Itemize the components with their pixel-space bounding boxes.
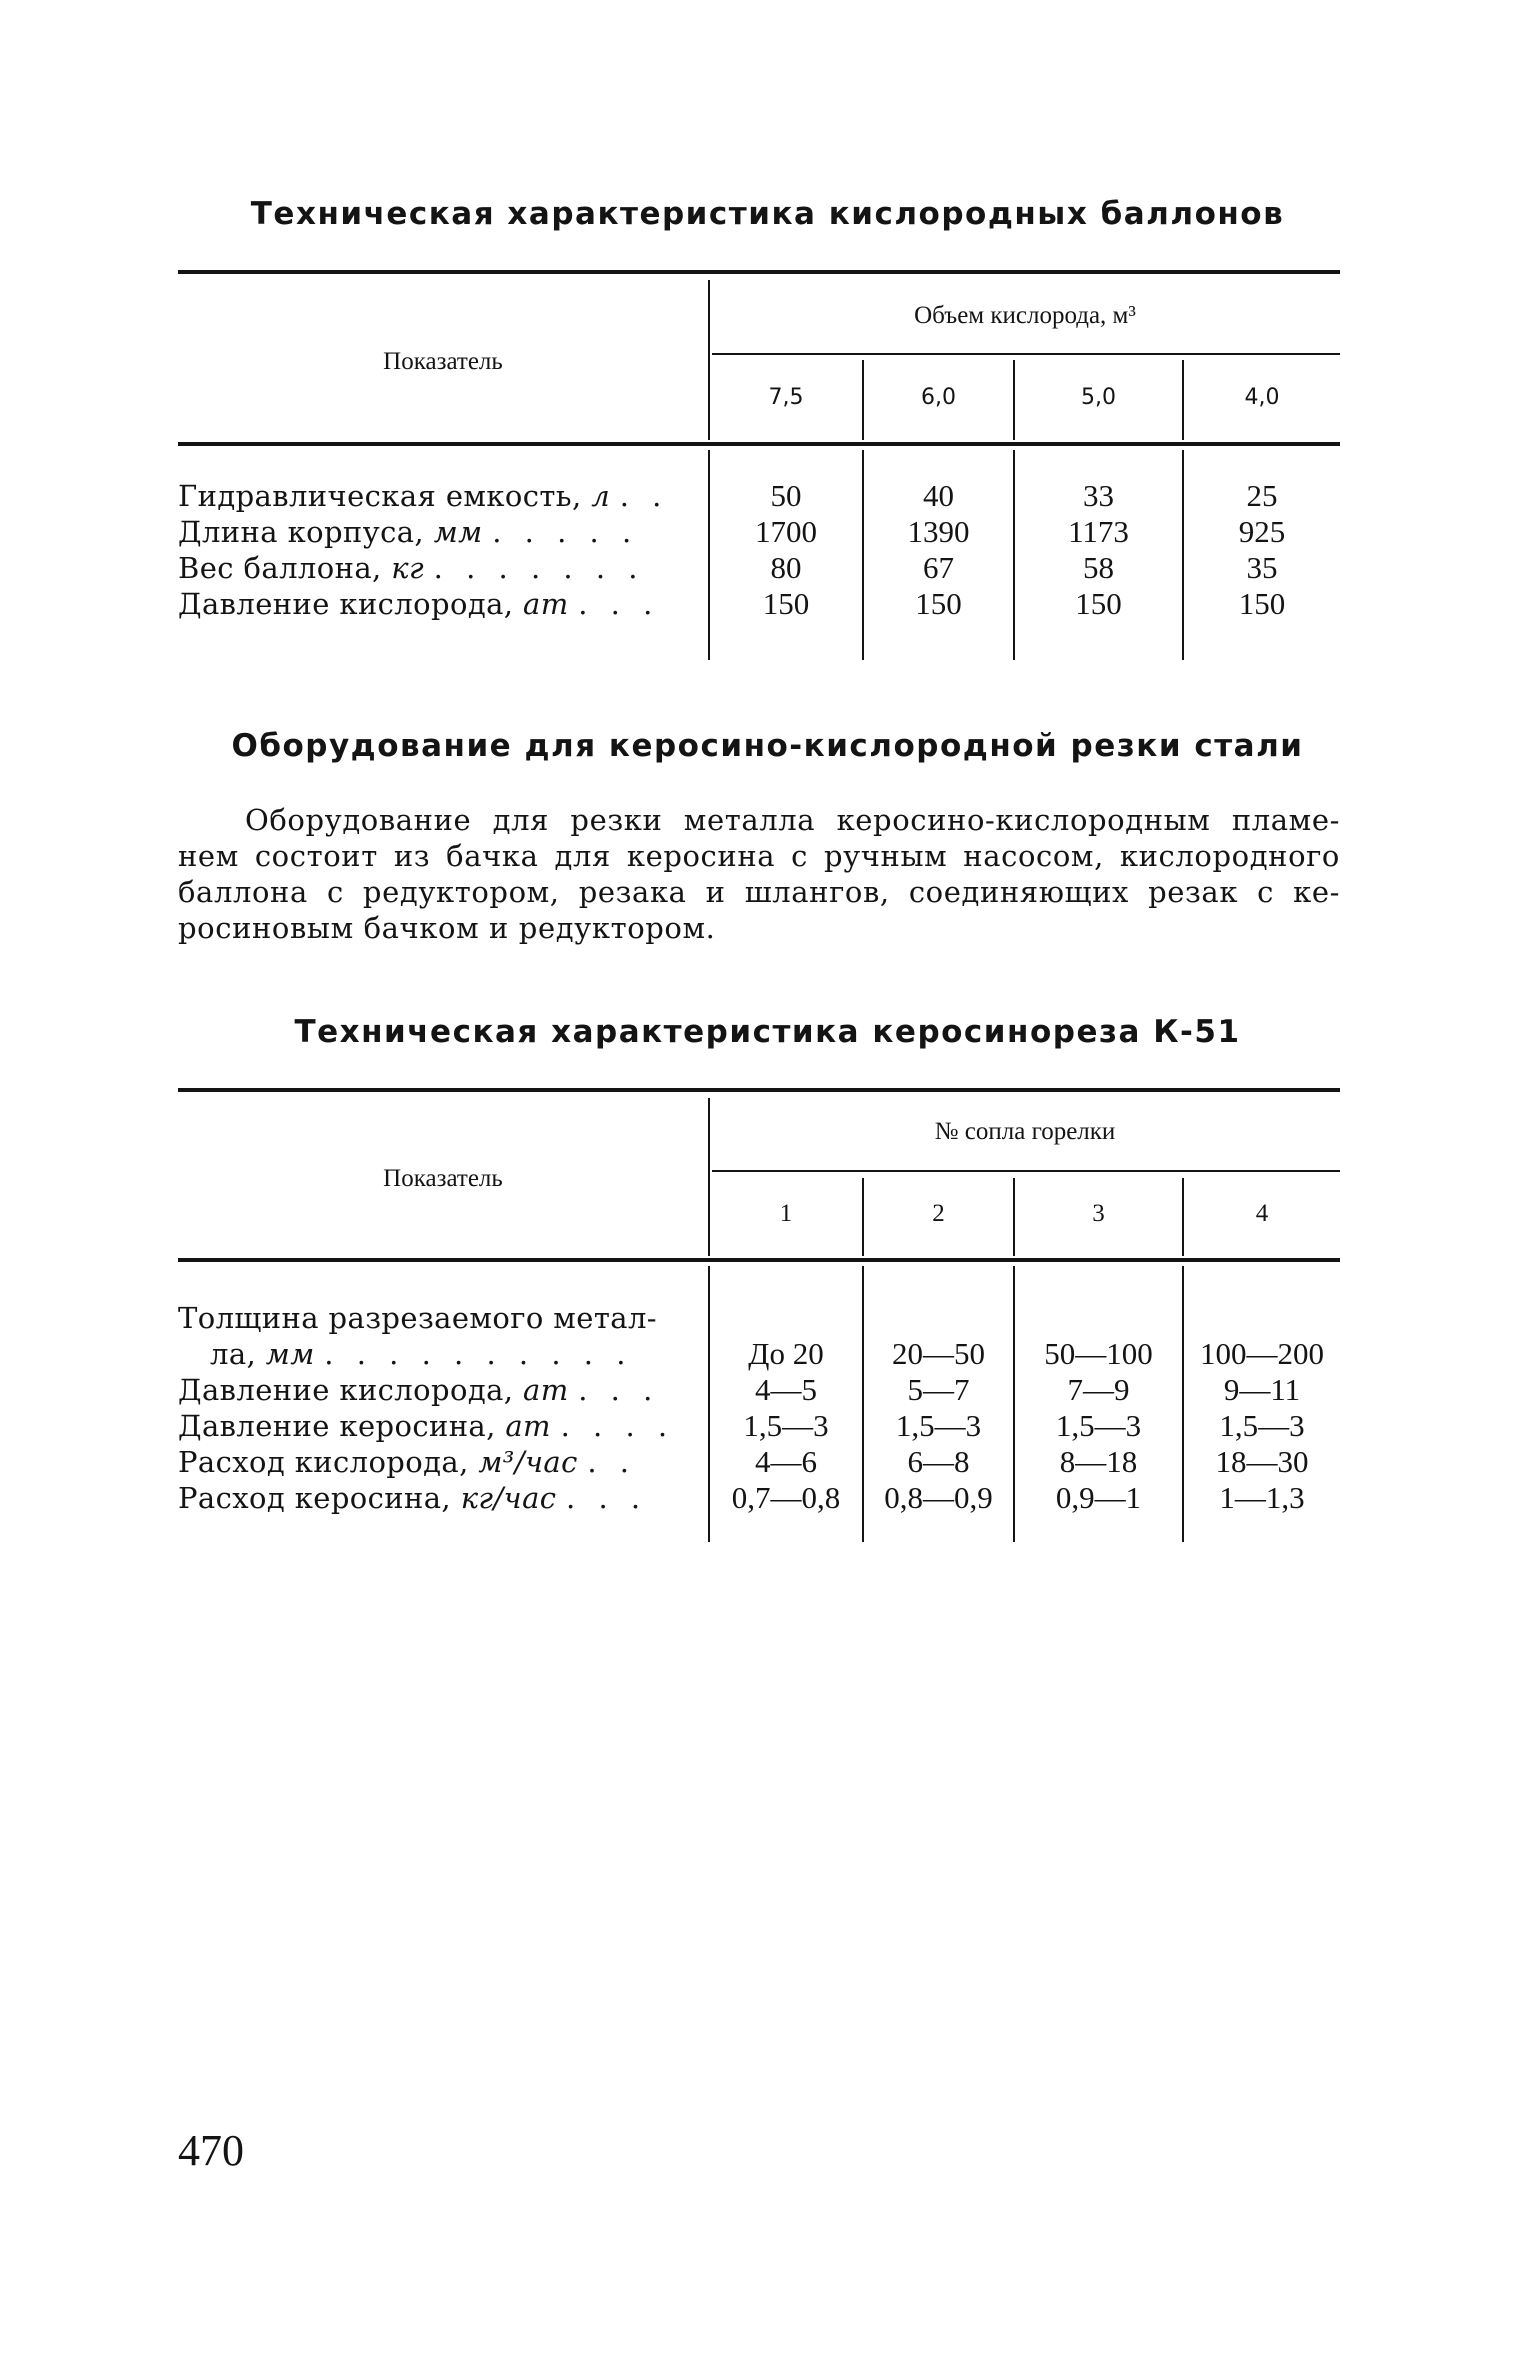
table2-body-rule: [178, 1258, 1340, 1262]
table1-header-divider: [712, 353, 1340, 355]
table2-column-header: 2: [932, 1200, 945, 1227]
table1-cell: 40: [923, 478, 954, 513]
section-title: Оборудование для керосино-кислородной резки стали: [231, 728, 1304, 764]
table2-cell: 0,7—0,8: [731, 1480, 841, 1515]
table1-stub-header: Показатель: [383, 348, 503, 375]
table1-cell: 25: [1246, 478, 1278, 513]
table2-cell: 1,5—3: [895, 1408, 982, 1443]
table1-cell: 35: [1246, 550, 1278, 585]
table2-row-label: ла, мм . . . . . . . . . .: [210, 1337, 633, 1371]
table2-cell: 5—7: [907, 1372, 970, 1407]
table1-cell: 925: [1238, 514, 1286, 549]
table2-cell: 18—30: [1215, 1444, 1309, 1479]
table1-row-label: Длина корпуса, мм . . . . .: [178, 515, 639, 549]
table2-row-label: Давление керосина, ат . . . .: [178, 1409, 675, 1443]
table2-column-header: 1: [779, 1200, 793, 1227]
table1-title: Техническая характеристика кислородных баллонов: [250, 196, 1285, 232]
table2-row-label: Расход кислорода, м³/час . .: [178, 1445, 637, 1479]
table1-column-header: 7,5: [768, 385, 804, 410]
table2-stub-header: Показатель: [383, 1165, 503, 1192]
table2-group-header: № сопла горелки: [934, 1118, 1116, 1145]
table1-row-label: Давление кислорода, ат . . .: [178, 587, 660, 621]
paragraph-line: Оборудование для резки металла керосино-кислородным пламе-: [245, 803, 1340, 837]
table2-cell: 50—100: [1044, 1336, 1153, 1371]
table1-cell: 1700: [755, 514, 817, 549]
table2-cell: 1,5—3: [743, 1408, 829, 1443]
table2-row-label: Давление кислорода, ат . . .: [178, 1373, 660, 1407]
paragraph-line: баллона с редуктором, резака и шлангов, соединяющих резак с ке-: [178, 875, 1340, 909]
table1-cell: 58: [1083, 550, 1114, 585]
table2-cell: 4—6: [755, 1444, 817, 1479]
table1-top-rule: [178, 270, 1340, 274]
table2-row-label: Толщина разрезаемого метал-: [178, 1301, 657, 1335]
table1-body-rule: [178, 442, 1340, 446]
table2-cell: 7—9: [1067, 1372, 1130, 1407]
table2-title: Техническая характеристика керосинореза К-51: [294, 1014, 1241, 1050]
table1-column-header: 5,0: [1081, 385, 1116, 410]
table1-cell: 150: [762, 586, 810, 621]
page-number: 470: [178, 2126, 244, 2175]
table2-column-header: 3: [1092, 1200, 1105, 1227]
section-paragraph: [178, 802, 1340, 946]
table2-cell: 9—11: [1223, 1372, 1301, 1407]
table1-cell: 80: [770, 550, 802, 585]
table1-column-header: 6,0: [921, 385, 956, 410]
table1-cell: 1390: [907, 514, 970, 549]
table1-cell: 50: [770, 478, 802, 513]
table2-cell: 8—18: [1059, 1444, 1138, 1479]
table2-header-divider: [712, 1170, 1340, 1172]
paragraph-line: нем состоит из бачка для керосина с ручным насосом, кислородного: [178, 839, 1340, 873]
table1-cell: 150: [1238, 586, 1286, 621]
table2-cell: 0,8—0,9: [884, 1480, 993, 1515]
table2-top-rule: [178, 1088, 1340, 1092]
table2-cell: 20—50: [892, 1336, 985, 1371]
table2-cell: 1,5—3: [1055, 1408, 1142, 1443]
table2-cell: До 20: [748, 1336, 824, 1371]
table2-cell: 0,9—1: [1055, 1480, 1142, 1515]
table2-cell: 1—1,3: [1219, 1480, 1305, 1515]
table1-cell: 67: [923, 550, 954, 585]
table1-row-label: Гидравлическая емкость, л . .: [178, 479, 669, 513]
table1-group-header: Объем кислорода, м³: [914, 302, 1136, 329]
table2-column-header: 4: [1255, 1200, 1269, 1227]
table1-cell: 1173: [1068, 514, 1129, 549]
table2-cell: 100—200: [1200, 1336, 1324, 1371]
table1-cell: 33: [1083, 478, 1114, 513]
paragraph-line: росиновым бачком и редуктором.: [178, 911, 716, 945]
table1-cell: 150: [915, 586, 962, 621]
table1-column-header: 4,0: [1244, 385, 1280, 410]
table2-cell: 6—8: [907, 1444, 970, 1479]
table2-cell: 1,5—3: [1219, 1408, 1305, 1443]
table2-cell: 4—5: [755, 1372, 817, 1407]
table1-cell: 150: [1075, 586, 1122, 621]
table2-row-label: Расход керосина, кг/час . . .: [178, 1481, 648, 1515]
table1-row-label: Вес баллона, кг . . . . . . .: [178, 551, 645, 585]
